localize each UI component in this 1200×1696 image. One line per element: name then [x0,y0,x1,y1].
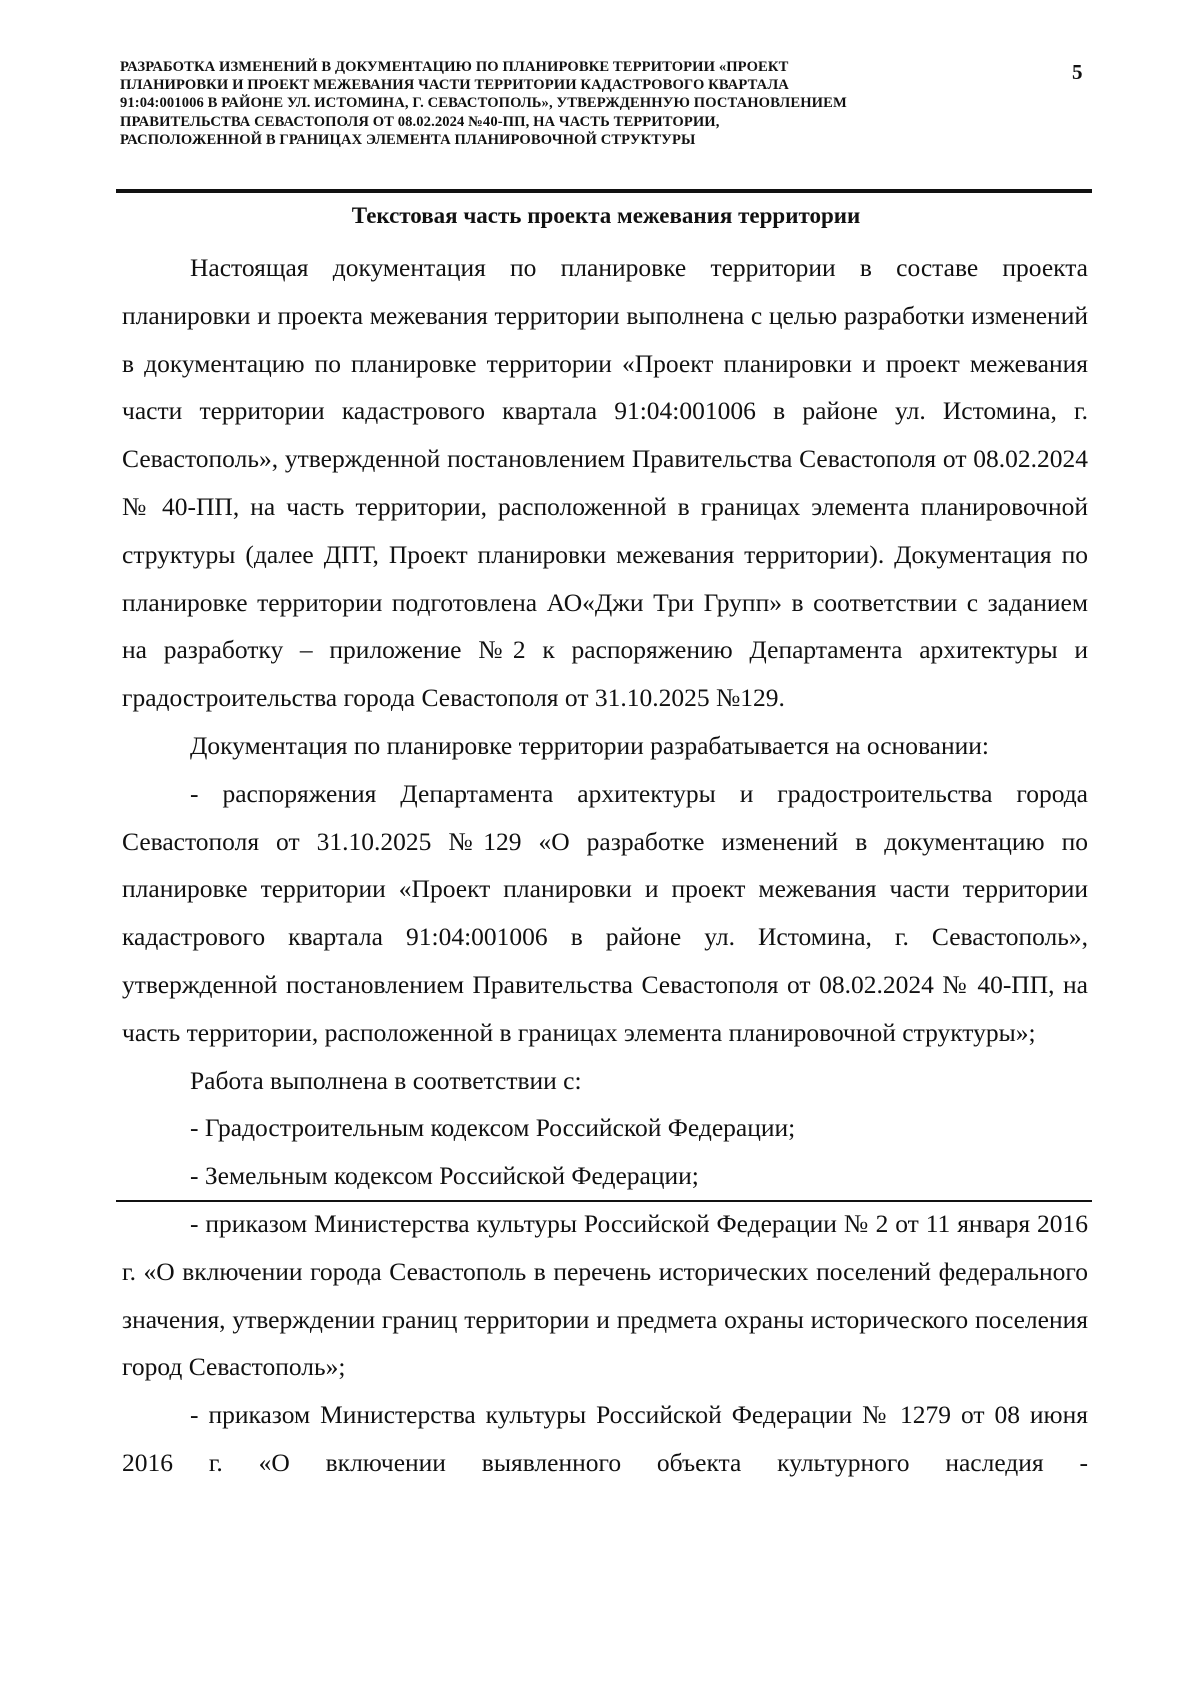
document-body [122,244,1088,1487]
list-item-urban-code: - Градостроительным кодексом Российской Федерации; [190,1113,796,1143]
paragraph-basis: Документация по планировке территории разрабатывается на основании: [190,730,990,760]
section-title: Текстовая часть проекта межевания территории [351,203,861,228]
header-line: ПЛАНИРОВКИ И ПРОЕКТ МЕЖЕВАНИЯ ЧАСТИ ТЕРРИТОРИИ КАДАСТРОВОГО КВАРТАЛА [120,77,789,94]
list-item-order-2: - приказом Министерства культуры Российской Федерации № 2 от 11 января 2016 г. «О включении города Севастополь в перечень исторических поселений федерального значения, утверждении границ территории и предмета охраны исторического поселения город Севастополь»; [122,1208,1088,1382]
footer-divider [116,1200,1092,1202]
list-item-order: - распоряжения Департамента архитектуры и градостроительства города Севастополя от 31.10.2025 №129 «О разработке изменений в документацию по планировке территории «Проект планировки и проект межевания части территории кадастрового квартала 91:04:001006 в районе ул. Истомина, г. Севастополь», утвержденной постановлением Правительства Севастополя от 08.02.2024 № 40-ПП, на часть территории, расположенной в границах элемента планировочной структуры»; [122,778,1088,1047]
page-number: 5 [1072,60,1083,84]
running-header [120,58,980,149]
paragraph-intro: Настоящая документация по планировке территории в составе проекта планировки и проекта межевания территории выполнена с целью разработки изменений в документацию по планировке территории «Проект планировки и проект межевания части территории кадастрового квартала 91:04:001006 в районе ул. Истомина, г. Севастополь», утвержденной постановлением Правительства Севастополя от 08.02.2024 № 40-ПП, на часть территории, расположенной в границах элемента планировочной структуры (далее ДПТ, Проект планировки межевания территории). Документация по планировке территории подготовлена АО«Джи Три Групп» в соответствии с заданием на разработку – приложение №2 к распоряжению Департамента архитектуры и градостроительства города Севастополя от 31.10.2025 №129. [122,253,1088,713]
header-line: ПРАВИТЕЛЬСТВА СЕВАСТОПОЛЯ ОТ 08.02.2024 №40-ПП, НА ЧАСТЬ ТЕРРИТОРИИ, [120,113,720,130]
list-item-land-code: - Земельным кодексом Российской Федерации; [190,1161,699,1191]
header-line: РАЗРАБОТКА ИЗМЕНЕНИЙ В ДОКУМЕНТАЦИЮ ПО ПЛАНИРОВКЕ ТЕРРИТОРИИ «ПРОЕКТ [120,59,789,75]
header-divider [116,189,1092,193]
paragraph-compliance: Работа выполнена в соответствии с: [190,1065,582,1095]
header-line: РАСПОЛОЖЕННОЙ В ГРАНИЦАХ ЭЛЕМЕНТА ПЛАНИРОВОЧНОЙ СТРУКТУРЫ [120,131,696,148]
header-line: 91:04:001006 В РАЙОНЕ УЛ. ИСТОМИНА, Г. СЕВАСТОПОЛЬ», УТВЕРЖДЕННУЮ ПОСТАНОВЛЕНИЕМ [120,95,847,112]
list-item-order-1279: - приказом Министерства культуры Российской Федерации № 1279 от 08 июня 2016 г. «О включении выявленного объекта культурного наследия - [122,1400,1088,1477]
